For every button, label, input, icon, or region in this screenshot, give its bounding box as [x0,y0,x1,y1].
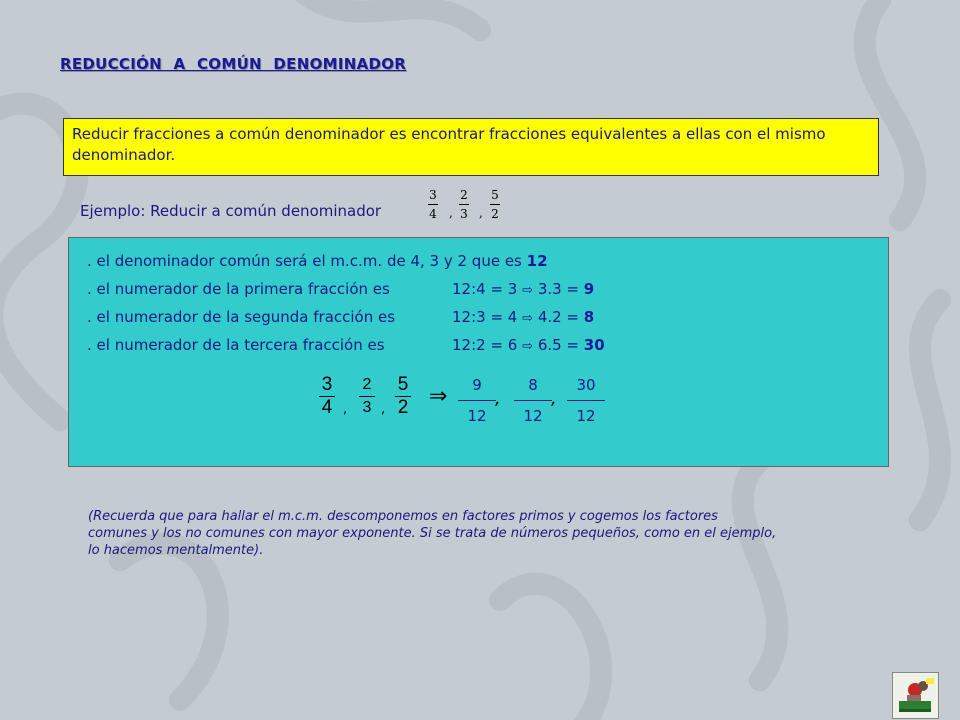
numerator: 8 [528,376,538,394]
arrow-right-icon: ⇨ [522,311,534,326]
denominator: 12 [576,407,596,425]
step-result: 8 [583,308,595,326]
original-fraction-3 [395,375,411,418]
result-fraction-3 [567,376,605,425]
fraction-separator: , [343,402,348,417]
step-calc: 12:3 = 4 [452,308,518,326]
step-2 [87,280,595,298]
result-fraction-1 [458,376,496,425]
numerator: 5 [397,374,409,395]
denominator: 3 [362,399,372,416]
original-fraction-2 [359,375,375,418]
step-result: 30 [583,336,605,354]
fraction-separator: , [449,206,453,220]
step-text: . el numerador de la primera fracción es [87,280,390,298]
step-text: . el numerador de la tercera fracción es [87,336,385,354]
implies-arrow-icon: ⇒ [429,384,448,409]
step-1 [87,252,548,270]
definition-text: Reducir fracciones a común denominador es encontrar fracciones equivalentes a ellas con el mismo denominador. [72,125,826,164]
step-product: 3.3 = [537,280,584,298]
page-title: REDUCCIÓN A COMÚN DENOMINADOR [60,55,407,73]
step-calc: 12:4 = 3 [452,280,518,298]
numerator: 3 [321,374,333,395]
denominator: 3 [460,207,468,221]
teacher-desk-icon[interactable] [892,672,939,719]
arrow-right-icon: ⇨ [522,339,534,354]
fraction-separator: , [479,206,483,220]
numerator: 2 [460,188,468,202]
fraction-separator: , [551,388,557,409]
denominator: 2 [397,397,409,418]
step-3 [87,308,595,326]
example-fraction-3 [490,188,500,221]
example-label: Ejemplo: Reducir a común denominador [80,202,382,220]
steps-box [68,237,889,467]
denominator: 4 [429,207,437,221]
example-fraction-1 [428,188,438,221]
numerator: 2 [362,376,372,393]
denominator: 2 [491,207,499,221]
original-fraction-1 [319,375,335,418]
fraction-separator: , [381,402,386,417]
step-product: 4.2 = [537,308,584,326]
step-calc: 12:2 = 6 [452,336,518,354]
reminder-note: (Recuerda que para hallar el m.c.m. descomponemos en factores primos y cogemos los factores comunes y los no comunes con mayor exponente. Si se trata de números pequeños, como en el ejemplo, lo hacemos mentalmente). [88,509,777,558]
definition-box [63,118,879,176]
step-text: . el denominador común será el m.c.m. de 4, 3 y 2 que es [87,252,527,270]
result-fraction-2 [514,376,552,425]
step-product: 6.5 = [537,336,584,354]
arrow-right-icon: ⇨ [522,283,534,298]
denominator: 12 [467,407,487,425]
step-result: 9 [583,280,595,298]
fraction-separator: , [495,388,501,409]
step-text: . el numerador de la segunda fracción es [87,308,396,326]
numerator: 30 [576,376,596,394]
numerator: 3 [429,188,437,202]
step-4 [87,336,605,354]
denominator: 4 [321,397,333,418]
step-result: 12 [526,252,548,270]
example-fraction-2 [459,188,469,221]
numerator: 9 [472,376,482,394]
numerator: 5 [491,188,499,202]
denominator: 12 [523,407,543,425]
